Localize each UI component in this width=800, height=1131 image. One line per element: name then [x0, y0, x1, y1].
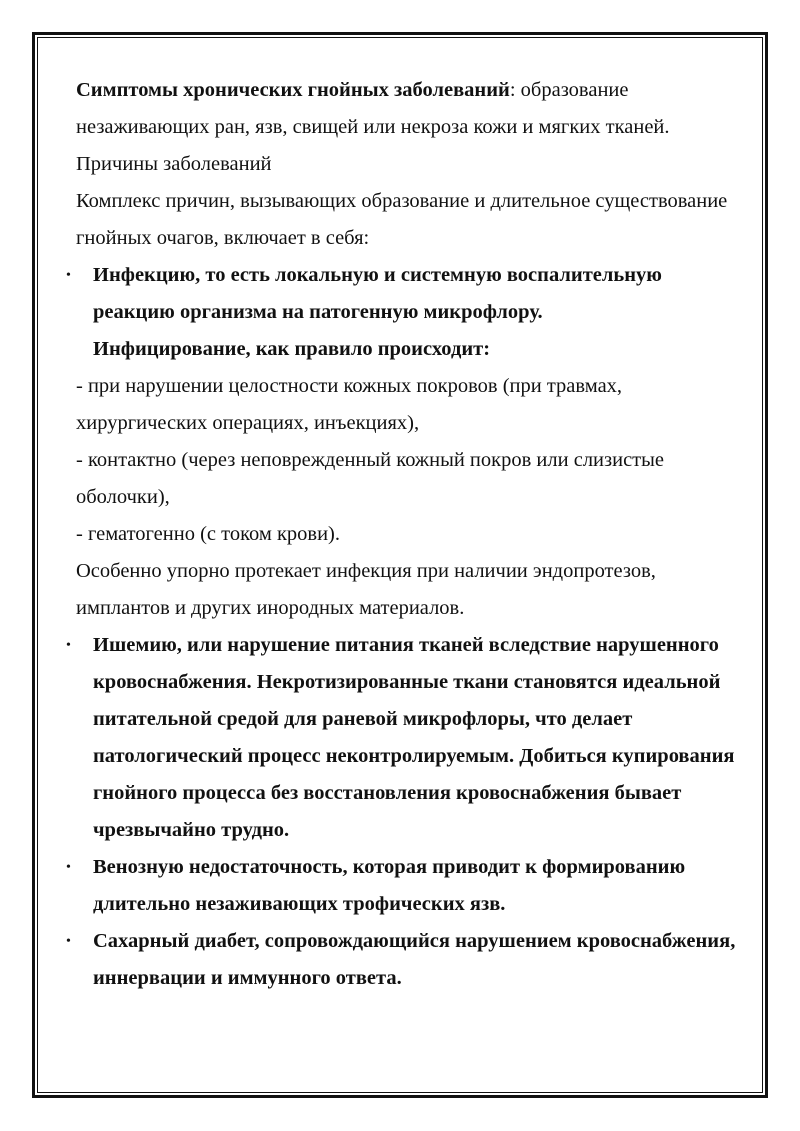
route-item: - при нарушении целостности кожных покровов (при травмах, хирургических операциях, инъекциях), — [76, 375, 623, 434]
symptoms-heading: Симптомы хронических гнойных заболеваний — [76, 79, 510, 101]
route-item: - гематогенно (с током крови). — [76, 523, 341, 545]
symptoms-text: : образование незаживающих ран, язв, свищей или некроза кожи и мягких тканей. — [76, 79, 670, 138]
bullet-diabetes-text: Сахарный диабет, сопровождающийся нарушением кровоснабжения, иннервации и иммунного ответа. — [93, 930, 736, 989]
bullet-dot-icon: • — [66, 934, 71, 949]
bullet-item-venous — [66, 849, 736, 923]
bullet-infection-text: Инфекцию, то есть локальную и системную воспалительную реакцию организма на патогенную микрофлору. — [93, 264, 662, 323]
route-item: - контактно (через неповрежденный кожный покров или слизистые оболочки), — [76, 449, 665, 508]
causes-title: Причины заболеваний — [76, 153, 272, 175]
bullet-item-infection — [66, 257, 736, 368]
bullet-item-ischemia — [66, 627, 736, 849]
bullet-ischemia-text: Ишемию, или нарушение питания тканей вследствие нарушенного кровоснабжения. Некротизированные ткани становятся идеальной питательной средой для раневой микрофлоры, что делает патологический процесс неконтролируемым. Добиться купирования гнойного процесса без восстановления кровоснабжения бывает чрезвычайно трудно. — [93, 634, 735, 841]
intro-paragraph — [76, 72, 736, 146]
bullet-dot-icon: • — [66, 268, 71, 283]
document-body — [66, 72, 736, 997]
bullet-item-diabetes — [66, 923, 736, 997]
implants-note: Особенно упорно протекает инфекция при наличии эндопротезов, имплантов и других инородных материалов. — [76, 560, 656, 619]
causes-intro: Комплекс причин, вызывающих образование и длительное существование гнойных очагов, включает в себя: — [76, 190, 728, 249]
bullet-dot-icon: • — [66, 860, 71, 875]
bullet-dot-icon: • — [66, 638, 71, 653]
bullet-venous-text: Венозную недостаточность, которая приводит к формированию длительно незаживающих трофических язв. — [93, 856, 686, 915]
infection-subheading: Инфицирование, как правило происходит: — [93, 338, 491, 360]
